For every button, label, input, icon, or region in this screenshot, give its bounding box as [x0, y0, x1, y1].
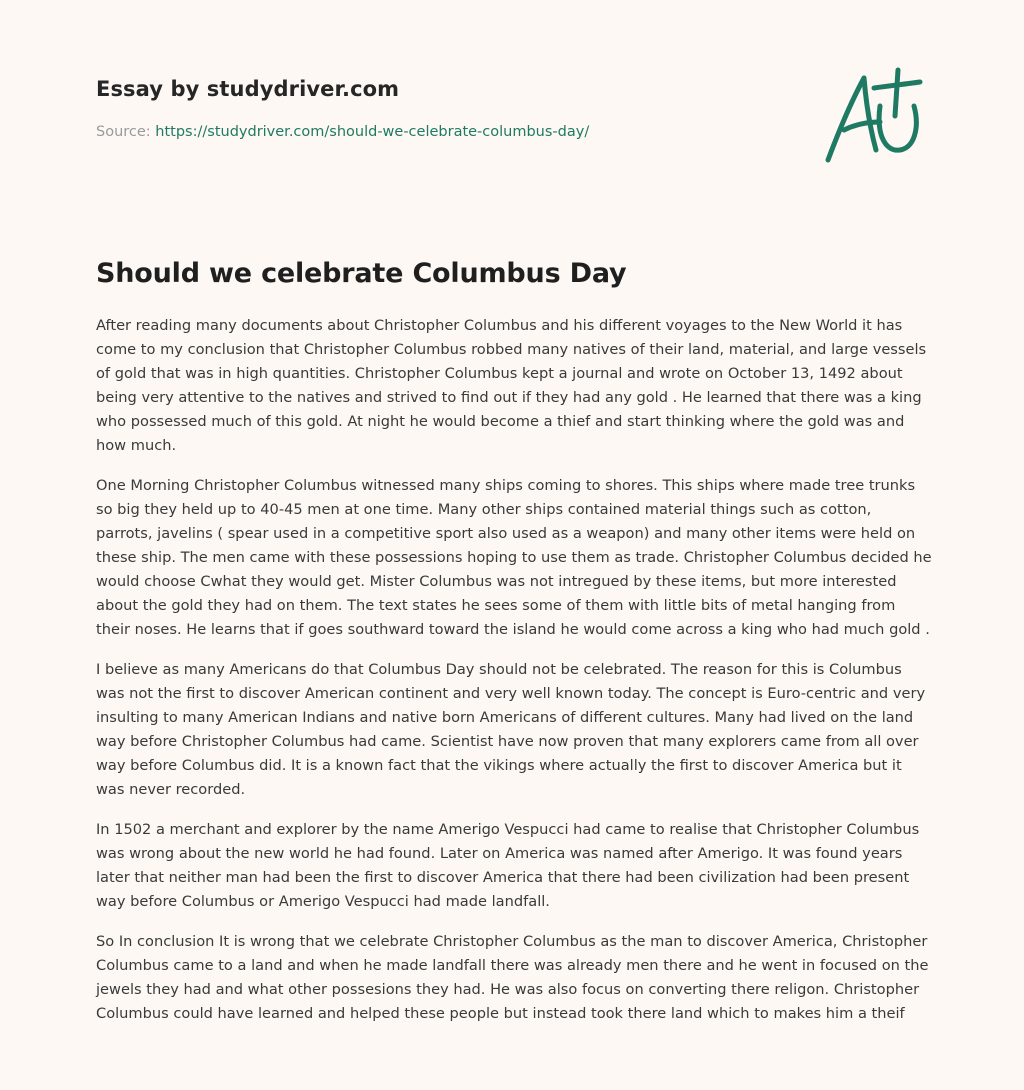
essay-paragraph: After reading many documents about Christopher Columbus and his different voyages to the New World it has come to my conclusion that Christopher Columbus robbed many natives of their land, material, and large vessels of gold that was in high quantities. Christopher Columbus kept a journal and wrote on October 13, 1492 about being very attentive to the natives and strived to find out if they had any gold . He learned that there was a king who possessed much of this gold. At night he would become a thief and start thinking where the gold was and how much.: [96, 317, 927, 454]
source-label: Source:: [96, 124, 151, 140]
essay-paragraph: So In conclusion It is wrong that we celebrate Christopher Columbus as the man to discover America, Christopher Columbus came to a land and when he made landfall there was already men there and he went in focused on the jewels they had and what other possesions they had. He was also focus on converting there religon. Christopher Columbus could have learned and helped these people but instead took there land which to makes him a theif: [96, 933, 929, 1022]
source-link[interactable]: https://studydriver.com/should-we-celebrate-columbus-day/: [155, 124, 590, 140]
essay-paragraph: In 1502 a merchant and explorer by the name Amerigo Vespucci had came to realise that Christopher Columbus was wrong about the new world he had found. Later on America was named after Amerigo. It was found years later that neither man had been the first to discover America that there had been civilization had been present way before Columbus or Amerigo Vespucci had made landfall.: [96, 821, 920, 910]
site-title: Essay by studydriver.com: [96, 77, 400, 101]
essay-body: [96, 314, 932, 1042]
essay-paragraph: One Morning Christopher Columbus witnessed many ships coming to shores. This ships where made tree trunks so big they held up to 40-45 men at one time. Many other ships contained material things such as cotton, parrots, javelins ( spear used in a competitive sport also used as a weapon) and many other items were held on these ship. The men came with these possessions hoping to use them as trade. Christopher Columbus decided he would choose Cwhat they would get. Mister Columbus was not intregued by these items, but more interested about the gold they had on them. The text states he sees some of them with little bits of metal hanging from their noses. He learns that if goes southward toward the island he would come across a king who had much gold .: [96, 477, 932, 638]
source-line: [96, 122, 796, 142]
essay-title: Should we celebrate Columbus Day: [96, 258, 627, 289]
a-plus-logo-icon: [820, 66, 928, 166]
essay-paragraph: I believe as many Americans do that Columbus Day should not be celebrated. The reason for this is Columbus was not the first to discover American continent and very well known today. The concept is Euro-centric and very insulting to many American Indians and native born Americans of different cultures. Many had lived on the land way before Christopher Columbus had came. Scientist have now proven that many explorers came from all over way before Columbus did. It is a known fact that the vikings where actually the first to discover America but it was never recorded.: [96, 661, 926, 798]
page-header: [96, 74, 796, 142]
